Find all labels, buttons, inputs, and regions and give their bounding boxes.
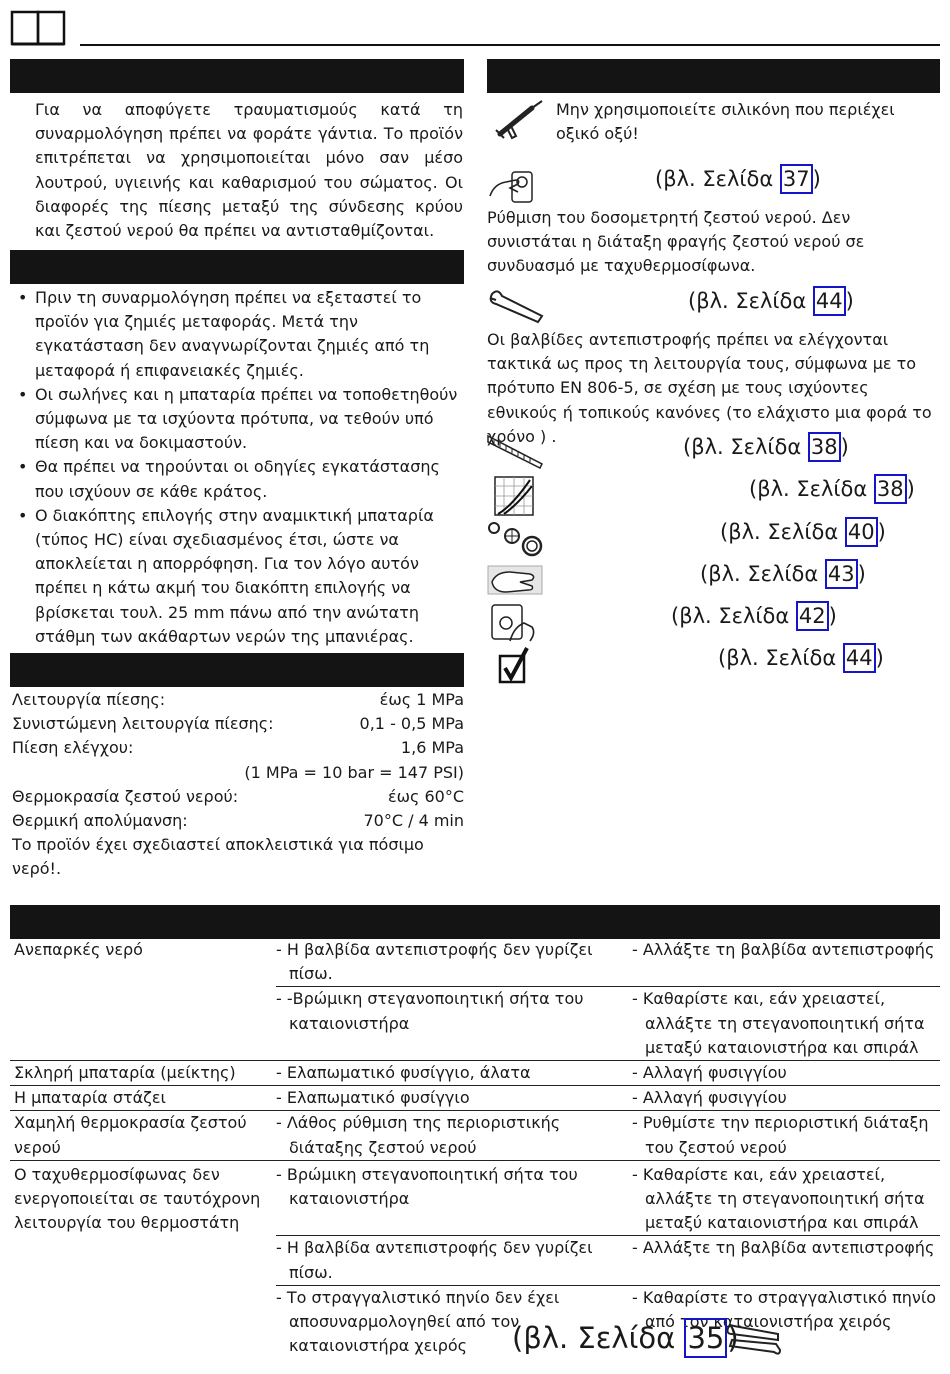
boiler-hand-icon (488, 166, 538, 206)
tech-heading-bar (10, 653, 464, 687)
remedy-cell: - Αλλάξτε τη βαλβίδα αντεπιστροφής (632, 940, 935, 959)
install-item: • Πριν τη συναρμολόγηση πρέπει να εξεταστεί το προϊόν για ζημιές μεταφοράς. Μετά την εγκατάσταση δεν αναγνωρίζονται ζημιές από τη μεταφορά ή επιφανειακές ζημιές. (11, 286, 464, 383)
remedy-cell: - Αλλαγή φυσιγγίου (632, 1086, 940, 1111)
table-row (10, 1086, 940, 1111)
remedy-cell: - Αλλαγή φυσιγγίου (632, 1061, 940, 1086)
tech-value: έως 60°C (387, 786, 464, 806)
tech-row (12, 761, 464, 785)
tech-row (12, 712, 464, 736)
page-link-box[interactable]: 38 (874, 474, 907, 504)
remedy-cell: - Αλλάξτε τη βαλβίδα αντεπιστροφής (632, 1236, 940, 1285)
tech-value: έως 1 MPa (379, 690, 464, 709)
remedy-cell: - Καθαρίστε και, εάν χρειαστεί, αλλάξτε τη στεγανοποιητική σήτα μεταξύ καταιονιστήρα και σπιράλ (632, 987, 940, 1061)
remedy-cell: - Ρυθμίστε την περιοριστική διάταξη του ζεστού νερού (632, 1111, 940, 1160)
cause-cell: - Βρώμικη στεγανοποιητική σήτα του καταιονιστήρα (276, 1160, 632, 1236)
install-item: • Οι σωλήνες και η μπαταρία πρέπει να τοποθετηθούν σύμφωνα με τα ισχύοντα πρότυπα, να τεθούν υπό πίεση και να δοκιμαστούν. (11, 383, 464, 456)
symptom-cell: Η μπαταρία στάζει (10, 1086, 276, 1111)
tech-label: Συνιστώμενη λειτουργία πίεσης: (12, 714, 274, 734)
right-heading-bar (487, 59, 940, 93)
flow-diagram-icon (494, 476, 534, 516)
cause-cell: - Η βαλβίδα αντεπιστροφής δεν γυρίζει πίσω. (276, 940, 593, 984)
page-ref-42[interactable]: (βλ. Σελίδα 42 ) (671, 601, 837, 631)
troubleshooting-heading-bar (10, 905, 940, 939)
remedy-cell: - Καθαρίστε το στραγγαλιστικό πηνίο από τον καταιονιστήρα χειρός (632, 1285, 940, 1358)
page-link-box[interactable]: 43 (825, 559, 858, 589)
boiler-text: Ρύθμιση του δοσομετρητή ζεστού νερού. Δεν συνιστάται η διάταξη φραγής ζεστού νερού σε συνδυασμό με ταχυθερμοσίφωνα. (487, 208, 865, 276)
page-link-box[interactable]: 40 (845, 517, 878, 547)
table-row (10, 938, 940, 987)
tech-value: 1,6 MPa (400, 738, 464, 758)
safety-text: Για να αποφύγετε τραυματισμούς κατά τη συναρμολόγηση πρέπει να φοράτε γάντια. Το προϊόν επιτρέπεται να χρησιμοποιείται μόνο σαν μέσο λουτρού, υγιεινής και καθαρισμού του σώματος. Οι διαφορές της πίεσης μεταξύ της σύνδεσης κρύου και ζεστού νερού θα πρέπει να αντισταθμίζονται. (35, 100, 463, 241)
page-ref-37[interactable]: (βλ. Σελίδα 37 ) (655, 164, 821, 194)
cleaning-hand-icon (486, 560, 546, 600)
install-list (11, 286, 464, 649)
ruler-icon (486, 434, 544, 470)
table-row (10, 1111, 940, 1160)
page-link-box[interactable]: 44 (813, 286, 846, 316)
tech-note: Το προϊόν έχει σχεδιαστεί αποκλειστικά για πόσιμο νερό!. (12, 835, 424, 879)
page-ref-43[interactable]: (βλ. Σελίδα 43 ) (700, 559, 866, 589)
tech-label: Θερμοκρασία ζεστού νερού: (12, 786, 239, 806)
silicone-warning: Μην χρησιμοποιείτε σιλικόνη που περιέχει οξικό οξύ! (556, 100, 895, 144)
page-link-box[interactable]: 35 (684, 1318, 727, 1358)
table-row (10, 1160, 940, 1236)
page-link-box[interactable]: 37 (780, 164, 813, 194)
symptom-cell: Ανεπαρκές νερό (14, 940, 143, 959)
tools-icon (724, 1322, 784, 1358)
checkbox-icon (497, 646, 531, 686)
page-ref-44b[interactable]: (βλ. Σελίδα 44 ) (718, 643, 884, 673)
symptom-cell: Χαμηλή θερμοκρασία ζεστού νερού (10, 1111, 276, 1160)
page-link-box[interactable]: 38 (808, 432, 841, 462)
page-link-box[interactable]: 42 (796, 601, 829, 631)
tech-row (12, 809, 464, 833)
page-ref-44[interactable]: (βλ. Σελίδα 44 ) (688, 286, 854, 316)
tech-label: Θερμική απολύμανση: (12, 811, 188, 831)
symptom-cell: Ο ταχυθερμοσίφωνας δεν ενεργοποιείται σε ταυτόχρονη λειτουργία του θερμοστάτη (10, 1160, 276, 1358)
page-ref-38[interactable]: (βλ. Σελίδα 38 ) (683, 432, 849, 462)
cause-cell: - -Βρώμικη στεγανοποιητική σήτα του καταιονιστήρα (276, 987, 632, 1061)
tech-value: 70°C / 4 min (363, 811, 464, 831)
install-item: • Ο διακόπτης επιλογής στην αναμικτική μπαταρία (τύπος HC) είναι σχεδιασμένος έτσι, ώστε να αποκλείεται η απορρόφηση. Για τον λόγο αυτόν πρέπει η κάτω ακμή του διακόπτη επιλογής να βρίσκεται τουλ. 25 mm πάνω από την ανώτατη στάθμη των ακάθαρτων νερών της μπανιέρας. (11, 504, 464, 649)
cause-cell: - Το στραγγαλιστικό πηνίο δεν έχει αποσυναρμολογηθεί από τον καταιονιστήρα χειρός (276, 1285, 632, 1358)
parts-icon (486, 518, 546, 558)
manual-book-icon (10, 10, 68, 48)
tech-label: Πίεση ελέγχου: (12, 738, 134, 758)
tech-row (12, 688, 464, 712)
technical-data (12, 688, 464, 882)
wrench-icon (486, 288, 546, 326)
tech-value: (1 MPa = 10 bar = 147 PSI) (244, 762, 464, 782)
cause-cell: - Λάθος ρύθμιση της περιοριστικής διάταξης ζεστού νερού (276, 1111, 632, 1160)
install-heading-bar (10, 250, 464, 284)
install-item: • Θα πρέπει να τηρούνται οι οδηγίες εγκατάστασης που ισχύουν σε κάθε κράτος. (11, 455, 464, 503)
tech-row (12, 785, 464, 809)
page-ref-40[interactable]: (βλ. Σελίδα 40 ) (720, 517, 886, 547)
page-link-box[interactable]: 44 (843, 643, 876, 673)
valves-text: Οι βαλβίδες αντεπιστροφής πρέπει να ελέγχονται τακτικά ως προς τη λειτουργία τους, σύμφωνα με το πρότυπο EN 806-5, σε σχέση με τους ισχύοντες εθνικούς ή τοπικούς κανόνες (το ελάχιστο μια φορά το χρόνο ) . (487, 330, 932, 446)
silicone-gun-icon (492, 98, 548, 140)
tech-value: 0,1 - 0,5 MPa (359, 714, 464, 734)
cause-cell: - Ελαπωματικό φυσίγγιο, άλατα (276, 1061, 632, 1086)
cause-cell: - Η βαλβίδα αντεπιστροφής δεν γυρίζει πίσω. (276, 1236, 632, 1285)
safety-heading-bar (10, 59, 464, 93)
page-ref-35[interactable]: (βλ. Σελίδα 35 ) (512, 1318, 739, 1358)
table-row (10, 1061, 940, 1086)
troubleshooting-table (10, 938, 940, 1358)
tech-label: Λειτουργία πίεσης: (12, 690, 166, 709)
page-ref-38b[interactable]: (βλ. Σελίδα 38 ) (749, 474, 915, 504)
header-rule (80, 44, 940, 46)
tech-row (12, 736, 464, 760)
symptom-cell: Σκληρή μπαταρία (μείκτης) (10, 1061, 276, 1086)
remedy-cell: - Καθαρίστε και, εάν χρειαστεί, αλλάξτε τη στεγανοποιητική σήτα μεταξύ καταιονιστήρα και σπιράλ (632, 1160, 940, 1236)
cause-cell: - Ελαπωματικό φυσίγγιο (276, 1086, 632, 1111)
hand-knob-icon (488, 601, 538, 645)
